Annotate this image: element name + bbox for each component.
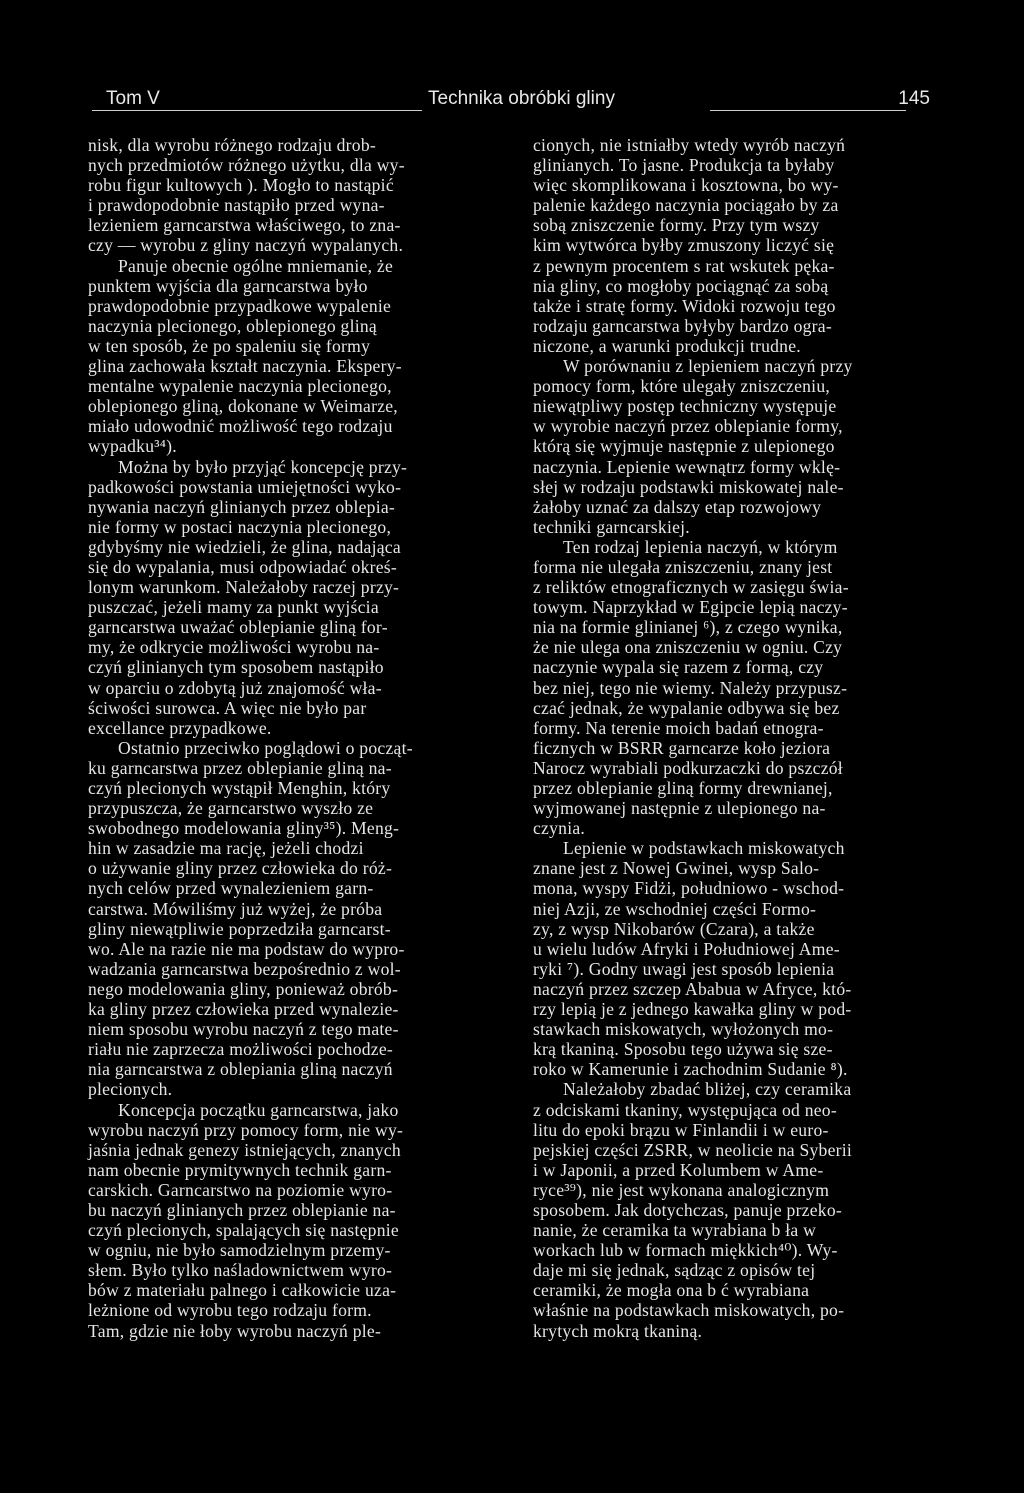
text-line: nam obecnie prymitywnych technik garn- — [88, 1159, 392, 1180]
text-line: ku garncarstwa przez oblepianie gliną na- — [88, 757, 392, 778]
text-line: pejskiej części ZSRR, w neolicie na Syberii — [533, 1139, 853, 1160]
text-line: workach lub w formach miękkich⁴⁰). Wy- — [533, 1240, 838, 1261]
text-line: którą się wyjmuje następnie z ulepionego — [533, 436, 835, 457]
text-line: cionych, nie istniałby wtedy wyrób naczyń — [533, 135, 846, 155]
text-line: i prawdopodobnie nastąpiło przed wyna- — [88, 195, 385, 216]
text-line: litu do epoki brązu w Finlandii i w euro- — [533, 1119, 829, 1140]
text-line: Można by było przyjąć koncepcję przy- — [118, 456, 408, 477]
volume-label: Tom V — [106, 88, 160, 109]
text-line: Koncepcja początku garncarstwa, jako — [118, 1099, 399, 1120]
text-line: nisk, dla wyrobu różnego rodzaju drob- — [88, 135, 376, 155]
text-line: gliny niewątpliwie poprzedziła garncarst- — [88, 918, 391, 939]
text-line: Ostatnio przeciwko poglądowi o począt- — [118, 737, 413, 758]
text-line: ryki ⁷). Godny uwagi jest sposób lepienia — [533, 958, 835, 979]
text-line: ściwości surowca. A więc nie było par — [88, 697, 367, 718]
text-line: glinianych. To jasne. Produkcja ta byłaby — [533, 155, 835, 176]
page-number: 145 — [898, 88, 930, 109]
text-line: excellance przypadkowe. — [88, 717, 272, 738]
text-line: o używanie gliny przez człowieka do róż- — [88, 858, 393, 879]
text-line: przypuszcza, że garncarstwo wyszło ze — [88, 798, 374, 819]
text-line: nych celów przed wynalezieniem garn- — [88, 878, 374, 899]
text-line: bu naczyń glinianych przez oblepianie na- — [88, 1199, 396, 1220]
text-line: Panuje obecnie ogólne mniemanie, że — [118, 255, 394, 276]
text-line: gdybyśmy nie wiedzieli, że glina, nadająca — [88, 536, 401, 557]
text-line: więc skomplikowana i kosztowna, bo wy- — [533, 175, 839, 196]
text-line: padkowości powstania umiejętności wyko- — [88, 476, 402, 497]
text-line: sobą zniszczenie formy. Przy tym wszy — [533, 215, 820, 236]
text-line: daje mi się jednak, sądząc z opisów tej — [533, 1260, 816, 1281]
header-rule-left — [92, 110, 422, 111]
text-line: Lepienie w podstawkach miskowatych — [563, 838, 845, 859]
text-line: czy — wyrobu z gliny naczyń wypalanych. — [88, 235, 404, 256]
text-line: z odciskami tkaniny, występująca od neo- — [533, 1099, 837, 1120]
chapter-title: Technika obróbki gliny — [428, 88, 615, 109]
text-line: rodzaju garncarstwa byłyby bardzo ogra- — [533, 315, 832, 336]
text-line: znane jest z Nowej Gwinei, wysp Salo- — [533, 858, 820, 879]
text-line: nia na formie glinianej ⁶), z czego wynika, — [533, 617, 843, 638]
text-line: formy. Na terenie moich badań etnogra- — [533, 717, 824, 738]
text-line: nego modelowania gliny, ponieważ obrób- — [88, 978, 399, 999]
text-line: oblepionego gliną, dokonane w Weimarze, — [88, 396, 398, 417]
text-line: hin w zasadzie ma rację, jeżeli chodzi — [88, 838, 364, 859]
text-line: czynia. — [533, 818, 586, 839]
text-line: roko w Kamerunie i zachodnim Sudanie ⁸). — [533, 1059, 848, 1080]
text-line: prawdopodobnie przypadkowe wypalenie — [88, 295, 392, 316]
text-line: nia garncarstwa z oblepiania gliną naczyń — [88, 1059, 393, 1080]
text-line: my, że odkrycie możliwości wyrobu na- — [88, 637, 380, 658]
text-line: stawkach miskowatych, wyłożonych mo- — [533, 1019, 834, 1040]
text-line: mentalne wypalenie naczynia plecionego, — [88, 376, 392, 397]
text-line: krytych mokrą tkaniną. — [533, 1320, 703, 1341]
text-line: z reliktów etnograficznych w zasięgu świa- — [533, 577, 849, 598]
text-line: ficznych w BSRR garncarze koło jeziora — [533, 737, 831, 758]
text-line: niej Azji, ze wschodniej części Formo- — [533, 898, 817, 919]
text-line: niczone, a warunki produkcji trudne. — [533, 335, 801, 356]
text-line: Narocz wyrabiali podkurzaczki do pszczół — [533, 757, 843, 778]
text-line: nia gliny, co mogłoby pociągnąć za sobą — [533, 275, 829, 296]
text-line: nych przedmiotów różnego użytku, dla wy- — [88, 155, 405, 176]
text-line: przez oblepianie gliną formy drewnianej, — [533, 778, 833, 798]
text-line: niewątpliwy postęp techniczny występuje — [533, 396, 837, 417]
text-line: z pewnym procentem s rat wskutek pęka- — [533, 255, 835, 276]
text-line: w ogniu, nie było samodzielnym przemy- — [88, 1240, 391, 1261]
text-line: rzy lepią je z jednego kawałka gliny w pod- — [533, 999, 852, 1020]
text-line: wo. Ale na razie nie ma podstaw do wypro- — [88, 938, 405, 959]
text-line: czyń plecionych, spalających się następnie — [88, 1220, 399, 1241]
text-line: mona, wyspy Fidżi, południowo - wschod- — [533, 878, 845, 899]
text-line: forma nie ulegała zniszczeniu, znany jest — [533, 556, 833, 577]
text-line: naczyń przez szczep Ababua w Afryce, któ- — [533, 978, 852, 999]
text-line: w ten sposób, że po spaleniu się formy — [88, 335, 371, 356]
text-line: u wielu ludów Afryki i Południowej Ame- — [533, 938, 840, 959]
text-line: zy, z wysp Nikobarów (Czara), a także — [533, 918, 815, 939]
text-line: że nie ulega ona zniszczeniu w ogniu. Czy — [533, 637, 843, 658]
text-column-left — [88, 135, 506, 1341]
text-line: pomocy form, które ulegały zniszczeniu, — [533, 376, 831, 397]
text-line: Należałoby zbadać bliżej, czy ceramika — [563, 1079, 852, 1100]
text-line: carskich. Garncarstwo na poziomie wyro- — [88, 1179, 393, 1200]
text-line: niem sposobu wyrobu naczyń z tego mate- — [88, 1019, 399, 1040]
text-column-right — [533, 135, 951, 1341]
text-line: także i stratę formy. Widoki rozwoju tego — [533, 295, 836, 316]
text-line: słem. Było tylko naśladownictwem wyro- — [88, 1260, 393, 1281]
text-line: plecionych. — [88, 1079, 173, 1100]
text-line: i w Japonii, a przed Kolumbem w Ame- — [533, 1159, 824, 1180]
text-line: garncarstwa uważać oblepianie gliną for- — [88, 617, 388, 638]
text-line: punktem wyjścia dla garncarstwa było — [88, 275, 368, 296]
text-line: nanie, że ceramika ta wyrabiana b ła w — [533, 1220, 817, 1241]
text-line: Tam, gdzie nie łoby wyrobu naczyń ple- — [88, 1320, 382, 1341]
text-line: ceramiki, że mogła ona b ć wyrabiana — [533, 1280, 810, 1301]
text-line: się do wypalania, musi odpowiadać okreś- — [88, 556, 398, 577]
text-line: bez niej, tego nie wiemy. Należy przypusz- — [533, 677, 848, 698]
text-line: wadzania garncarstwa bezpośrednio z wol- — [88, 958, 401, 979]
text-line: czyń plecionych wystąpił Menghin, który — [88, 778, 391, 798]
text-line: bów z materiału palnego i całkowicie uza- — [88, 1280, 397, 1301]
text-line: jaśnia jednak genezy istniejących, znanych — [88, 1139, 401, 1160]
text-line: słej w rodzaju podstawki miskowatej nale- — [533, 476, 844, 497]
text-line: miało udowodnić możliwość tego rodzaju — [88, 416, 393, 437]
text-line: lezieniem garncarstwa właściwego, to zna- — [88, 215, 401, 236]
text-line: sposobem. Jak dotychczas, panuje przeko- — [533, 1199, 842, 1220]
text-line: naczynia plecionego, oblepionego gliną — [88, 315, 377, 336]
text-line: Ten rodzaj lepienia naczyń, w którym — [563, 536, 838, 557]
text-line: W porównaniu z lepieniem naczyń przy — [563, 356, 853, 377]
text-line: ka gliny przez człowieka przed wynalezie- — [88, 999, 399, 1020]
text-line: krą tkaniną. Sposobu tego używa się sze- — [533, 1039, 833, 1060]
text-line: towym. Naprzykład w Egipcie lepią naczy- — [533, 597, 848, 618]
text-line: czyń glinianych tym sposobem nastąpiło — [88, 657, 384, 678]
text-line: palenie każdego naczynia pociągało by za — [533, 195, 839, 216]
text-line: swobodnego modelowania gliny³⁵). Meng- — [88, 818, 400, 839]
text-line: czać jednak, że wypalanie odbywa się bez — [533, 697, 840, 718]
text-line: w wyrobie naczyń przez oblepianie formy, — [533, 416, 843, 437]
text-line: nywania naczyń glinianych przez oblepia- — [88, 496, 396, 517]
text-line: w oparciu o zdobytą już znajomość wła- — [88, 677, 382, 698]
text-line: żałoby uznać za dalszy etap rozwojowy — [533, 496, 822, 517]
text-line: riału nie zaprzecza możliwości pochodze- — [88, 1039, 394, 1060]
text-line: glina zachowała kształt naczynia. Ekspery- — [88, 356, 402, 377]
text-line: lonym warunkom. Należałoby raczej przy- — [88, 577, 400, 598]
text-line: naczynie wypala się razem z formą, czy — [533, 657, 824, 678]
text-line: nie formy w postaci naczynia plecionego, — [88, 516, 392, 537]
text-line: techniki garncarskiej. — [533, 516, 690, 537]
text-line: leżnione od wyrobu tego rodzaju form. — [88, 1300, 372, 1321]
header-rule-right — [710, 110, 906, 111]
text-line: carstwa. Mówiliśmy już wyżej, że próba — [88, 898, 383, 919]
text-line: wyjmowanej następnie z ulepionego na- — [533, 798, 826, 819]
text-line: właśnie na podstawkach miskowatych, po- — [533, 1300, 845, 1321]
text-line: wypadku³⁴). — [88, 436, 177, 457]
text-line: kim wytwórca byłby zmuszony liczyć się — [533, 235, 835, 256]
running-header — [92, 88, 930, 118]
text-line: robu figur kultowych ). Mogło to nastąpić — [88, 175, 394, 196]
text-line: wyrobu naczyń przy pomocy form, nie wy- — [88, 1119, 404, 1140]
text-line: ryce³⁹), nie jest wykonana analogicznym — [533, 1179, 830, 1200]
text-line: puszczać, jeżeli mamy za punkt wyjścia — [88, 597, 379, 618]
text-line: naczynia. Lepienie wewnątrz formy wklę- — [533, 456, 841, 477]
